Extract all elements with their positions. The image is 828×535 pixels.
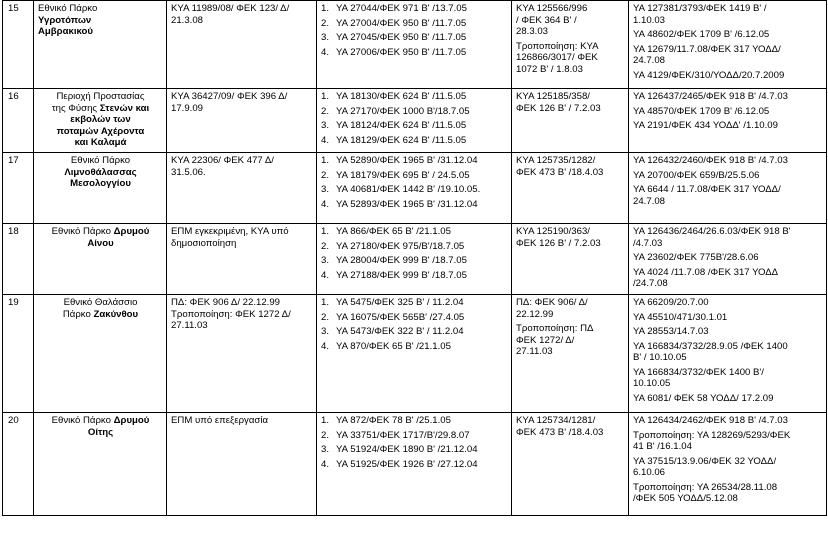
list-number: 3. [321,255,330,266]
list-text: ΥΑ 18129/ΦΕΚ 624 Β' /11.5.05 [336,134,467,146]
decree-line: ΚΥΑ 22306/ ΦΕΚ 477 Δ/ [171,155,274,166]
ministerial-entry [633,226,823,249]
area-name-line [38,155,163,167]
ministerial-line: /ΦΕΚ 505 ΥΟΔΔ/5.12.08 [633,493,738,504]
management-entry [516,41,625,76]
ministerial-entry [633,120,823,132]
ministerial-entry [633,297,823,309]
area-name-bold: και Καλαμά [74,137,127,148]
management-line: ΚΥΑ 125566/996 [516,3,588,14]
ministerial-decisions-cell [629,224,827,295]
list-number: 1. [321,415,330,426]
decree-line: ΕΠΜ υπό επεξεργασία [171,415,268,426]
list-item [321,32,508,44]
management-line: Τροποποίηση: ΠΔ [516,323,594,334]
area-name-line [38,126,163,138]
management-line: 22.12.99 [516,308,554,320]
area-name-text: Εθνικό Θαλάσσιο [63,297,138,308]
decree-line: 17.9.09 [171,102,204,114]
area-name-cell [34,153,167,224]
list-number: 1. [321,226,330,237]
list-text: ΥΑ 27045/ΦΕΚ 950 Β' /11.7.05 [336,32,467,43]
list-item [321,430,508,442]
list-item [321,120,508,132]
ministerial-entry [633,3,823,26]
ministerial-line: ΥΑ 48570/ΦΕΚ 1709 Β' /6.12.05 [633,105,770,117]
decree-line: 31.5.06. [171,166,206,178]
area-name-line [38,178,163,190]
decision-list [321,155,508,210]
area-name-cell [34,295,167,413]
ministerial-line: ΥΑ 126434/2462/ΦΕΚ 918 Β' /4.7.03 [633,415,788,426]
management-cell [512,224,629,295]
list-number: 4. [321,269,330,281]
list-text: ΥΑ 27180/ΦΕΚ 975/Β'/18.7.05 [336,240,465,252]
list-number: 3. [321,444,330,455]
management-cell [512,295,629,413]
management-line: / ΦΕΚ 364 Β' / [516,14,577,26]
list-item [321,170,508,182]
list-text: ΥΑ 27170/ΦΕΚ 1000 Β'/18.7.05 [336,105,470,117]
list-text: ΥΑ 51924/ΦΕΚ 1890 Β' /21.12.04 [336,444,478,455]
ministerial-line: /4.7.03 [633,237,663,249]
ministerial-line: 10.10.05 [633,378,671,389]
list-item [321,155,508,167]
row-number: 19 [3,295,34,413]
area-name-bold: Λιμνοθάλασσας [64,166,137,178]
management-line: 126866/3017/ ΦΕΚ [516,52,598,63]
ministerial-entry [633,312,823,324]
decision-list [321,226,508,281]
area-name-bold: Οίτης [87,426,114,438]
ministerial-decisions-cell [629,413,827,516]
decree-line: δημοσιοποίηση [171,237,237,249]
management-entry [516,155,625,178]
ministerial-line: ΥΑ 126437/2465/ΦΕΚ 918 Β' /4.7.03 [633,91,788,102]
decree-line: ΠΔ: ΦΕΚ 906 Δ/ 22.12.99 [171,297,281,308]
list-text: ΥΑ 27188/ΦΕΚ 999 Β' /18.7.05 [336,269,467,281]
list-item [321,91,508,103]
list-item [321,444,508,456]
ministerial-line: 6.10.06 [633,467,666,478]
ministerial-line: ΥΑ 4024 /11.7.08 /ΦΕΚ 317 ΥΟΔΔ [633,266,779,278]
table-row [3,89,827,153]
ministerial-line: ΥΑ 66209/20.7.00 [633,297,709,308]
list-number: 1. [321,297,330,308]
management-line: ΦΕΚ 126 Β' / 7.2.03 [516,237,601,249]
area-name-bold: Αμβρακικού [38,26,93,37]
ministerial-entry [633,170,823,182]
area-name-line [38,114,163,126]
list-item [321,341,508,353]
area-name-line [38,103,163,115]
ministerial-entry [633,393,823,405]
list-text: ΥΑ 28004/ΦΕΚ 999 Β' /18.7.05 [336,255,467,266]
list-item [321,326,508,338]
list-number: 4. [321,340,330,352]
decisions-cell [317,413,512,516]
ministerial-decisions-cell [629,1,827,89]
area-name-bold: Δρυμού [113,415,150,426]
list-item [321,270,508,282]
decision-list [321,91,508,146]
area-name-line [38,415,163,427]
list-number: 1. [321,91,330,102]
ministerial-entry [633,29,823,41]
list-number: 1. [321,3,330,14]
table-row [3,153,827,224]
ministerial-line: ΥΑ 166834/3732/28.9.05 /ΦΕΚ 1400 [633,340,788,352]
row-number: 15 [3,1,34,89]
ministerial-line: 41 Β' /16.1.04 [633,441,692,452]
management-entry [516,91,625,114]
row-number: 20 [3,413,34,516]
area-name-line [38,427,163,439]
area-name-text: Εθνικό Πάρκο [38,3,98,14]
list-text: ΥΑ 18124/ΦΕΚ 624 Β' /11.5.05 [336,120,467,131]
list-number: 4. [321,198,330,210]
ministerial-entry [633,155,823,167]
management-cell [512,1,629,89]
table-row [3,1,827,89]
area-name-line [38,3,163,15]
ministerial-line: ΥΑ 48602/ΦΕΚ 1709 Β' /6.12.05 [633,29,770,40]
list-number: 1. [321,155,330,166]
list-text: ΥΑ 866/ΦΕΚ 65 Β' /21.1.05 [336,226,451,237]
list-item [321,3,508,15]
list-number: 4. [321,134,330,146]
management-line: Τροποποίηση: ΚΥΑ [516,40,599,52]
management-line: 27.11.03 [516,346,553,357]
management-entry [516,297,625,320]
area-name-text: Εθνικό Πάρκο [51,415,114,426]
area-name-cell [34,89,167,153]
ministerial-line: ΥΑ 23602/ΦΕΚ 775Β'/28.6.06 [633,252,759,263]
list-item [321,241,508,253]
area-name-bold: ποταμών Αχέροντα [56,125,145,137]
area-name-bold: Στενών και [99,102,150,114]
list-number: 2. [321,429,330,441]
area-name-line [38,309,163,321]
list-number: 2. [321,240,330,252]
area-name-cell [34,224,167,295]
management-cell [512,413,629,516]
ministerial-decisions-cell [629,89,827,153]
list-item [321,297,508,309]
management-entry [516,415,625,438]
list-number: 2. [321,169,330,181]
decision-list [321,297,508,352]
management-line: ΚΥΑ 125190/363/ [516,226,590,237]
list-item [321,459,508,471]
list-text: ΥΑ 40681/ΦΕΚ 1442 Β' /19.10.05. [336,184,481,195]
area-name-bold: Υγροτόπων [38,14,92,26]
decisions-cell [317,224,512,295]
table-row [3,224,827,295]
management-entry [516,3,625,38]
area-name-text: της Φύσης [51,102,100,114]
area-name-line [38,167,163,179]
decree-cell [167,89,317,153]
decree-cell [167,1,317,89]
list-text: ΥΑ 870/ΦΕΚ 65 Β' /21.1.05 [336,340,451,352]
ministerial-entry [633,44,823,67]
ministerial-line: /24.7.08 [633,278,668,289]
area-name-bold: Δρυμού [113,226,150,237]
ministerial-entry [633,482,823,505]
ministerial-entry [633,106,823,118]
ministerial-line: Β' / 10.10.05 [633,352,687,363]
row-number: 17 [3,153,34,224]
list-item [321,135,508,147]
list-number: 2. [321,105,330,117]
list-number: 3. [321,184,330,195]
list-text: ΥΑ 5475/ΦΕΚ 325 Β' / 11.2.04 [336,297,464,308]
ministerial-line: ΥΑ 127381/3793/ΦΕΚ 1419 Β' / [633,3,767,14]
decree-cell [167,413,317,516]
decree-line: 21.3.08 [171,14,204,26]
area-name-cell [34,413,167,516]
list-text: ΥΑ 27044/ΦΕΚ 971 Β' /13.7.05 [336,3,467,14]
decisions-cell [317,295,512,413]
ministerial-entry [633,91,823,103]
row-number: 18 [3,224,34,295]
area-name-line [38,238,163,250]
decree-line: ΕΠΜ εγκεκριμένη, ΚΥΑ υπό [171,226,289,237]
ministerial-line: ΥΑ 37515/13.9.06/ΦΕΚ 32 ΥΟΔΔ/ [633,455,777,467]
ministerial-line: ΥΑ 12679/11.7.08/ΦΕΚ 317 ΥΟΔΔ/ [633,43,781,55]
management-cell [512,89,629,153]
list-number: 3. [321,326,330,337]
list-text: ΥΑ 5473/ΦΕΚ 322 Β' / 11.2.04 [336,326,464,337]
ministerial-decisions-cell [629,153,827,224]
decree-cell [167,295,317,413]
ministerial-entry [633,184,823,207]
ministerial-entry [633,367,823,390]
ministerial-entry [633,326,823,338]
list-number: 2. [321,17,330,29]
area-name-bold: Μεσολογγίου [70,178,131,189]
decree-line: ΚΥΑ 11989/08/ ΦΕΚ 123/ Δ/ [171,3,290,14]
decree-line: ΚΥΑ 36427/09/ ΦΕΚ 396 Δ/ [171,91,288,102]
area-name-line [38,15,163,27]
ministerial-line: ΥΑ 2191/ΦΕΚ 434 ΥΟΔΔ' /1.10.09 [633,120,778,131]
list-item [321,106,508,118]
ministerial-line: ΥΑ 126432/2460/ΦΕΚ 918 Β' /4.7.03 [633,155,788,166]
decree-line: 27.11.03 [171,320,208,331]
list-text: ΥΑ 52893/ΦΕΚ 1965 Β' /31.12.04 [336,198,478,210]
management-entry [516,323,625,358]
area-name-bold: εκβολών των [70,114,131,125]
ministerial-entry [633,456,823,479]
management-line: 28.3.03 [516,26,549,37]
ministerial-line: Τροποποίηση: ΥΑ 128269/5293/ΦΕΚ [633,429,791,441]
list-text: ΥΑ 27006/ΦΕΚ 950 Β' /11.7.05 [336,46,467,58]
management-line: ΚΥΑ 125734/1281/ [516,415,596,426]
ministerial-line: 1.10.03 [633,14,666,26]
area-name-line [38,297,163,309]
list-item [321,226,508,238]
ministerial-line: ΥΑ 126436/2464/26.6.03/ΦΕΚ 918 Β' [633,226,791,237]
management-cell [512,153,629,224]
ministerial-line: ΥΑ 6081/ ΦΕΚ 58 ΥΟΔΔ/ 17.2.09 [633,392,774,404]
ministerial-entry [633,252,823,264]
list-number: 3. [321,120,330,131]
ministerial-entry [633,415,823,427]
management-line: ΚΥΑ 125735/1282/ [516,155,596,166]
ministerial-line: 24.7.08 [633,195,666,207]
list-text: ΥΑ 18130/ΦΕΚ 624 Β' /11.5.05 [336,91,467,102]
list-text: ΥΑ 51925/ΦΕΚ 1926 Β' /27.12.04 [336,458,478,470]
list-text: ΥΑ 16075/ΦΕΚ 565Β' /27.4.05 [336,311,465,323]
management-line: 1072 Β' / 1.8.03 [516,63,583,75]
ministerial-line: ΥΑ 4129/ΦΕΚ/310/ΥΟΔΔ/20.7.2009 [633,69,785,81]
protected-areas-table [2,0,827,516]
ministerial-decisions-cell [629,295,827,413]
management-line: ΦΕΚ 473 Β' /18.4.03 [516,426,604,438]
list-item [321,255,508,267]
list-item [321,312,508,324]
area-name-line [38,91,163,103]
list-text: ΥΑ 33751/ΦΕΚ 1717/Β'/29.8.07 [336,429,470,441]
row-number: 16 [3,89,34,153]
area-name-line [38,226,163,238]
area-name-text: Εθνικό Πάρκο [70,155,131,166]
ministerial-line: ΥΑ 45510/471/30.1.01 [633,311,728,323]
management-line: ΚΥΑ 125185/358/ [516,91,590,102]
management-entry [516,226,625,249]
decisions-cell [317,89,512,153]
list-text: ΥΑ 872/ΦΕΚ 78 Β' /25.1.05 [336,415,451,426]
ministerial-line: ΥΑ 28553/14.7.03 [633,326,709,337]
ministerial-line: 24.7.08 [633,55,666,66]
decision-list [321,3,508,58]
area-name-line [38,26,163,38]
table-row [3,413,827,516]
management-line: ΦΕΚ 1272/ Δ/ [516,334,575,346]
list-item [321,184,508,196]
ministerial-line: ΥΑ 166834/3732/ΦΕΚ 1400 Β'/ [633,366,764,378]
ministerial-line: ΥΑ 6644 / 11.7.08/ΦΕΚ 317 ΥΟΔΔ/ [633,184,781,195]
decree-line: Τροποποίηση: ΦΕΚ 1272 Δ/ [171,308,291,320]
management-line: ΦΕΚ 126 Β' / 7.2.03 [516,102,601,114]
area-name-text: Πάρκο [62,308,94,320]
table-row [3,295,827,413]
decisions-cell [317,1,512,89]
area-name-text: Εθνικό Πάρκο [51,226,114,237]
list-item [321,415,508,427]
list-number: 3. [321,32,330,43]
ministerial-entry [633,341,823,364]
area-name-cell [34,1,167,89]
list-number: 2. [321,311,330,323]
area-name-bold: Ζακύνθου [93,308,139,320]
ministerial-entry [633,267,823,290]
decision-list [321,415,508,470]
area-name-text: Περιοχή Προστασίας [56,91,145,102]
list-item [321,199,508,211]
list-number: 4. [321,458,330,470]
decisions-cell [317,153,512,224]
ministerial-line: ΥΑ 20700/ΦΕΚ 659/Β/25.5.06 [633,169,760,181]
decree-cell [167,224,317,295]
area-name-bold: Αίνου [87,237,114,249]
ministerial-entry [633,430,823,453]
area-name-line [38,137,163,149]
list-item [321,18,508,30]
list-number: 4. [321,46,330,58]
list-item [321,47,508,59]
decree-cell [167,153,317,224]
list-text: ΥΑ 18179/ΦΕΚ 695 Β' / 24.5.05 [336,169,470,181]
list-text: ΥΑ 27004/ΦΕΚ 950 Β' /11.7.05 [336,17,467,29]
management-line: ΦΕΚ 473 Β' /18.4.03 [516,166,604,178]
management-line: ΠΔ: ΦΕΚ 906/ Δ/ [516,297,588,308]
ministerial-line: Τροποποίηση: ΥΑ 26534/28.11.08 [633,481,778,493]
ministerial-entry [633,70,823,82]
list-text: ΥΑ 52890/ΦΕΚ 1965 Β' /31.12.04 [336,155,478,166]
